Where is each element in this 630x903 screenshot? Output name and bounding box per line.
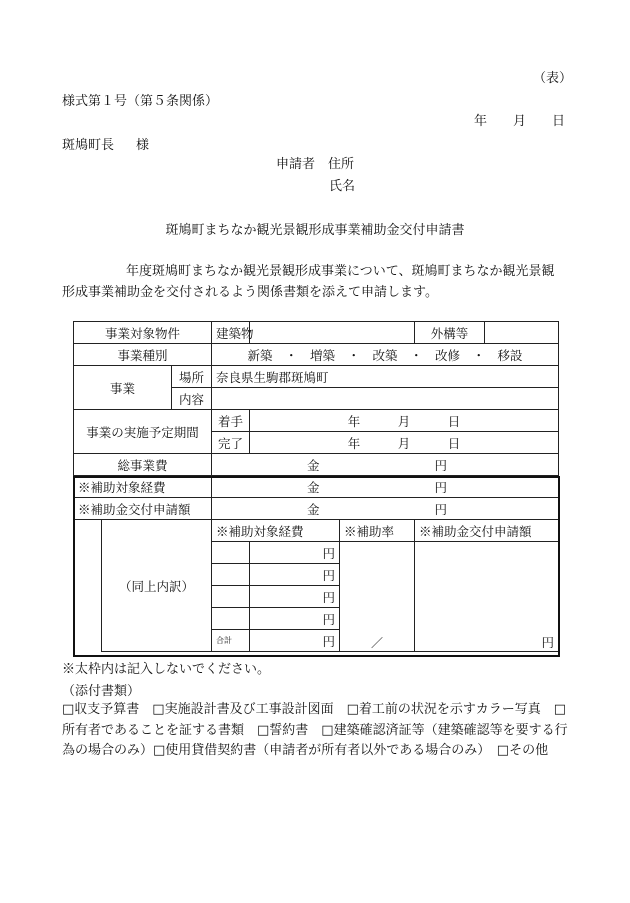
breakdown-yen-2: 円 [250, 564, 340, 586]
attachments-list: □収支予算書 □実施設計書及び工事設計図面 □着工前の状況を示すカラー写真 □所有者であることを証する書類 □誓約書 □建築確認済証等（建築確認等を要する行為の場合のみ）□使用貸借契約書（申請者が所有者以外である場合のみ） □その他 [62, 702, 568, 758]
honorific: 様 [136, 138, 150, 153]
date-day: 日 [552, 114, 566, 129]
addressee-name: 斑鳩町長 [62, 138, 115, 153]
breakdown-yen-4: 円 [250, 608, 340, 630]
date-line [474, 110, 565, 129]
total-cost-yen[interactable]: 円 [415, 454, 559, 476]
subsidy-request-yen: 円 [415, 498, 559, 520]
applicant-address [276, 153, 354, 172]
form-side-label: （表） [533, 71, 573, 86]
breakdown-item-cell [212, 586, 250, 608]
breakdown-label: （同上内訳） [102, 520, 212, 652]
building-field[interactable] [250, 322, 415, 344]
applicant-name-label: 氏名 [329, 179, 356, 194]
note: ※太枠内は記入しないでください。 [62, 662, 271, 677]
document-title: 斑鳩町まちなか観光景観形成事業補助金交付申請書 [165, 223, 465, 238]
rate-slash: ／ [371, 636, 384, 650]
target-label: 事業対象物件 [74, 322, 212, 344]
type-label: 事業種別 [74, 344, 212, 366]
breakdown-indent [74, 520, 102, 652]
date-month: 月 [513, 114, 527, 129]
body-line-1: 年度斑鳩町まちなか観光景観形成事業について、斑鳩町まちなか観光景観 [126, 264, 555, 279]
body-text [62, 261, 566, 303]
body-line-2: 形成事業補助金を交付されるよう関係書類を添えて申請します。 [62, 285, 438, 300]
location-value[interactable]: 奈良県生駒郡斑鳩町 [212, 366, 559, 388]
breakdown-total-yen: 円 [250, 630, 340, 652]
location-label: 場所 [172, 366, 212, 388]
breakdown-item-cell [212, 564, 250, 586]
project-label: 事業 [74, 366, 172, 410]
applicant-label: 申請者 [276, 157, 316, 172]
content-label: 内容 [172, 388, 212, 410]
col-request-header: ※補助金交付申請額 [415, 520, 559, 542]
total-cost-label: 総事業費 [74, 454, 212, 476]
date-year: 年 [474, 114, 488, 129]
application-table-frame [73, 321, 558, 655]
attachments-heading: （添付書類） [62, 684, 141, 699]
end-date-field[interactable]: 年 月 日 [250, 432, 559, 454]
start-date-field[interactable]: 年 月 日 [250, 410, 559, 432]
col-target-header: ※補助対象経費 [212, 520, 340, 542]
type-options[interactable]: 新築 ・ 増築 ・ 改築 ・ 改修 ・ 移設 [212, 344, 559, 366]
content-field[interactable] [212, 388, 559, 410]
breakdown-total-label: 合計 [212, 630, 250, 652]
exterior-label: 外構等 [415, 322, 485, 344]
col-rate-header: ※補助率 [340, 520, 415, 542]
exterior-field[interactable] [485, 322, 559, 344]
form-number: 様式第１号（第５条関係） [62, 94, 219, 109]
request-amount-cell: 円 [415, 542, 559, 652]
subsidy-target-kin: 金 [212, 476, 415, 498]
addressee [62, 134, 149, 153]
end-label: 完了 [212, 432, 250, 454]
subsidy-target-label: ※補助対象経費 [74, 476, 212, 498]
subsidy-request-kin: 金 [212, 498, 415, 520]
building-label: 建築物 [212, 322, 250, 344]
period-label: 事業の実施予定期間 [74, 410, 212, 454]
rate-cell [340, 542, 415, 652]
breakdown-yen-3: 円 [250, 586, 340, 608]
start-label: 着手 [212, 410, 250, 432]
application-table [73, 321, 559, 652]
address-label: 住所 [328, 157, 355, 172]
subsidy-target-yen: 円 [415, 476, 559, 498]
total-cost-kin: 金 [212, 454, 415, 476]
breakdown-yen-1: 円 [250, 542, 340, 564]
subsidy-request-label: ※補助金交付申請額 [74, 498, 212, 520]
breakdown-item-cell [212, 608, 250, 630]
breakdown-item-cell [212, 542, 250, 564]
